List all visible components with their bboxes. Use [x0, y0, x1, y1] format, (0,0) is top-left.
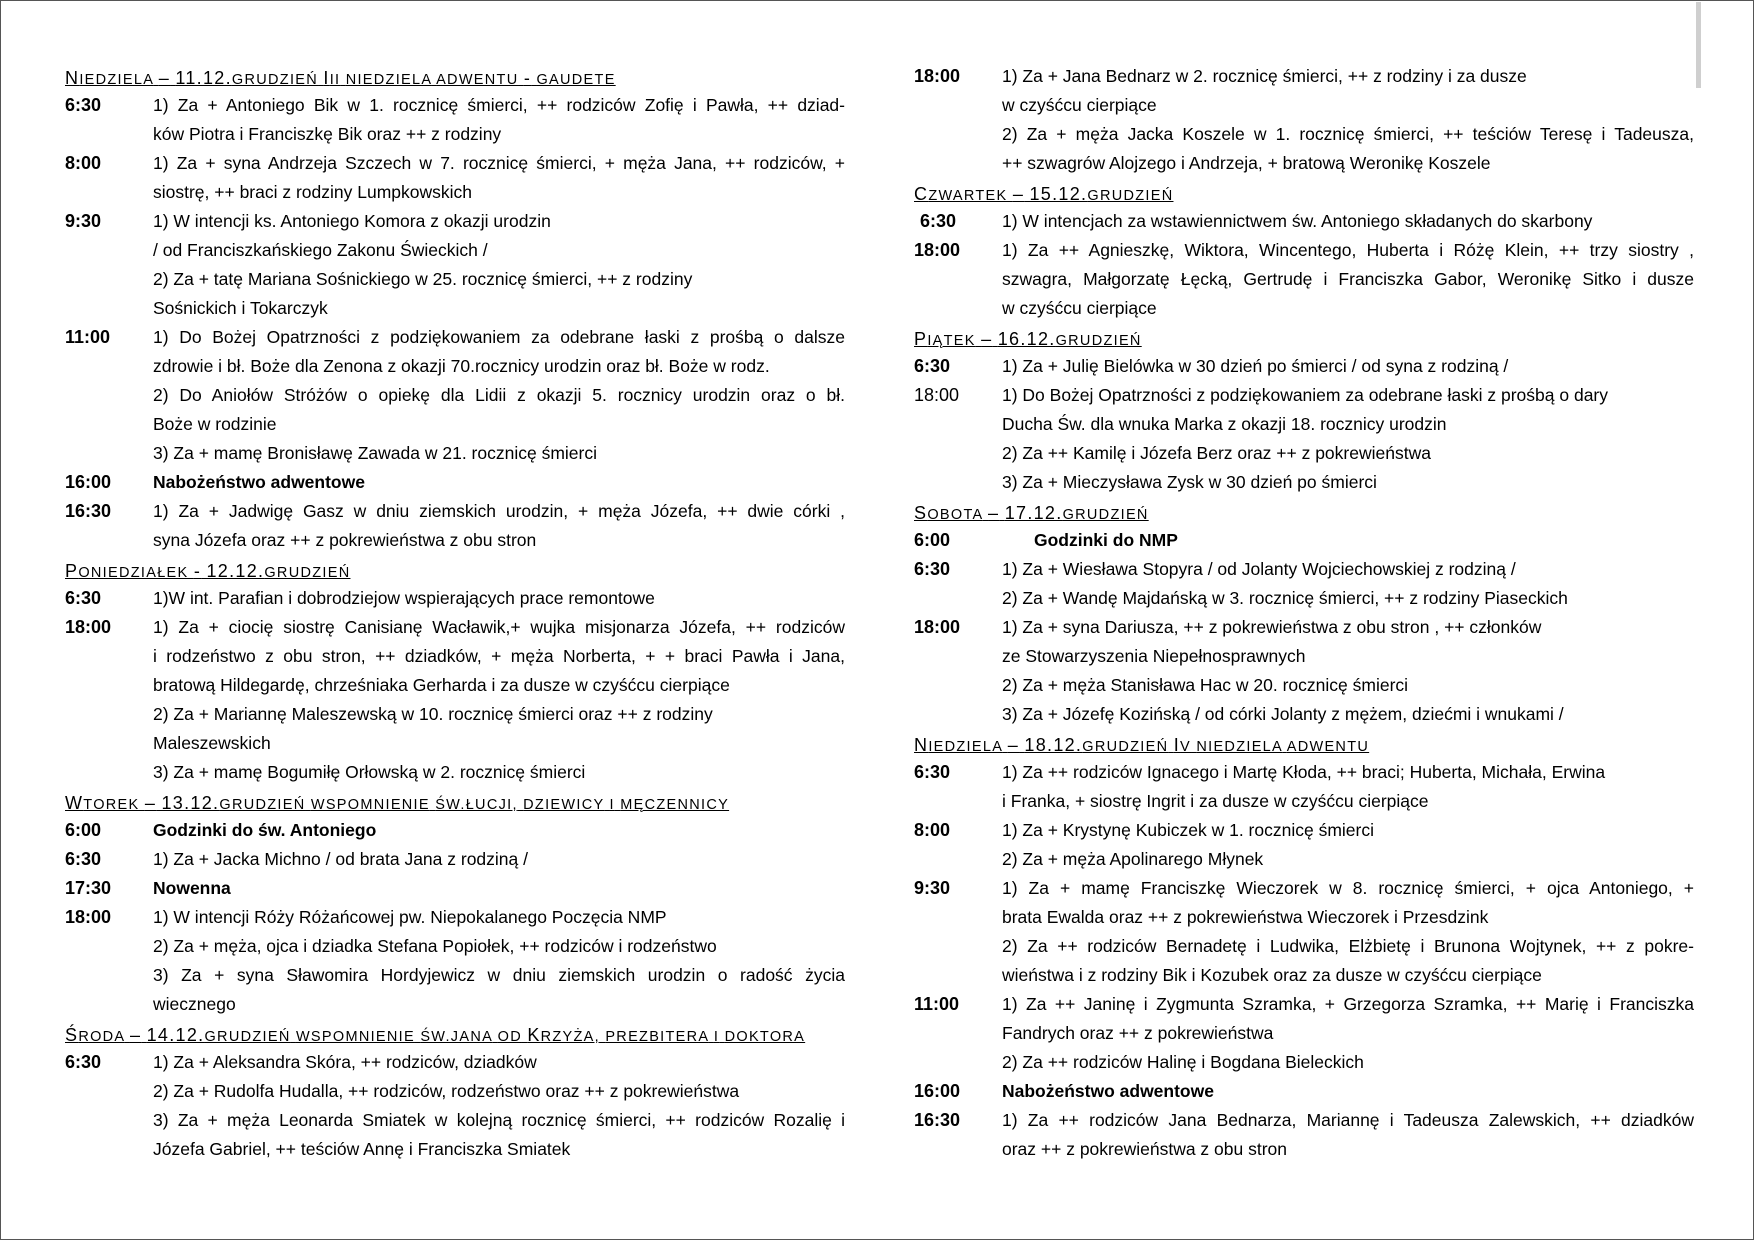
intention-line: i Franka, + siostrę Ingrit i za dusze w czyśćcu cierpiące [1002, 791, 1429, 811]
intention-line: 1) Za + Jana Bednarz w 2. rocznicę śmierci, ++ z rodziny i za dusze [1002, 66, 1527, 86]
intention-line: 2) Za + Wandę Majdańską w 3. rocznicę śmierci, ++ z rodziny Piaseckich [1002, 588, 1568, 608]
intention-line: 2) Za ++ rodziców Halinę i Bogdana Bieleckich [1002, 1052, 1364, 1072]
mass-entry [914, 1077, 1694, 1106]
intention-line: ++ szwagrów Alojzego i Andrzeja, + bratową Weronikę Koszele [1002, 153, 1491, 173]
intention-line: 1) Za ++ Agnieszkę, Wiktora, Wincentego, Huberta i Różę Klein, ++ trzy siostry , [1002, 240, 1694, 260]
intention-line: 1) Za + Jadwigę Gasz w dniu ziemskich urodzin, + męża Józefa, ++ dwie córki , [153, 501, 845, 521]
intentions [1002, 236, 1694, 323]
mass-time: 6:00 [914, 530, 951, 550]
intentions [153, 497, 845, 555]
vertical-scrollbar[interactable] [1696, 2, 1701, 88]
intention-line: w czyśćcu cierpiące [1002, 298, 1157, 318]
intention-line: 1) Za + mamę Franciszkę Wieczorek w 8. rocznicę śmierci, + ojca Antoniego, + [1002, 878, 1694, 898]
intention-line: Boże w rodzinie [153, 414, 277, 434]
intention-line: / od Franciszkańskiego Zakonu Świeckich / [153, 240, 488, 260]
intentions [153, 584, 845, 613]
intention-line: 1)W int. Parafian i dobrodziejow wspierających prace remontowe [153, 588, 655, 608]
intention-line: 2) Za + męża Apolinarego Młynek [1002, 849, 1264, 869]
intention-line: 2) Za + męża Jacka Koszele w 1. rocznicę śmierci, ++ teściów Teresę i Tadeusza, [1002, 124, 1694, 144]
intention-line: 2) Za + męża Stanisława Hac w 20. rocznicę śmierci [1002, 675, 1409, 695]
mass-entry [914, 613, 1694, 729]
intention-line: 1) Za ++ Janinę i Zygmunta Szramka, + Grzegorza Szramka, ++ Marię i Franciszka [1002, 994, 1694, 1014]
intention-line: w czyśćcu cierpiące [1002, 95, 1157, 115]
intentions [153, 207, 845, 323]
mass-entry [65, 207, 845, 323]
mass-entry [65, 91, 845, 149]
intention-line: szwagra, Małgorzatę Łęcką, Gertrudę i Franciszka Gabor, Weronikę Sitko i dusze [1002, 269, 1694, 289]
intention-line: ze Stowarzyszenia Niepełnosprawnych [1002, 646, 1306, 666]
intention-line: bratową Hildegardę, chrześniaka Gerharda i za dusze w czyśćcu cierpiące [153, 675, 730, 695]
mass-entry [914, 816, 1694, 874]
mass-time: 18:00 [914, 240, 961, 260]
intention-line: zdrowie i bł. Boże dla Zenona z okazji 70.rocznicy urodzin oraz bł. Boże w rodz. [153, 356, 770, 376]
mass-entry [65, 468, 845, 497]
mass-time: 18:00 [914, 66, 961, 86]
intentions [1002, 207, 1694, 236]
mass-entry [65, 149, 845, 207]
intention-line: 1) Za + Julię Bielówka w 30 dzień po śmierci / od syna z rodziną / [1002, 356, 1509, 376]
intention-line: 2) Za ++ Kamilę i Józefa Berz oraz ++ z pokrewieństwa [1002, 443, 1431, 463]
intentions [153, 468, 845, 497]
mass-time: 6:30 [914, 559, 951, 579]
intention-line: oraz ++ z pokrewieństwa z obu stron [1002, 1139, 1288, 1159]
intention-line: 1) W intencji Róży Różańcowej pw. Niepokalanego Poczęcia NMP [153, 907, 667, 927]
intentions [1002, 874, 1694, 990]
intentions [153, 845, 845, 874]
mass-time: 16:30 [914, 1110, 961, 1130]
day-header: SOBOTA – 17.12.GRUDZIEŃ [914, 503, 1149, 523]
intention-line: 1) Za + ciocię siostrę Canisianę Wacławik,+ wujka misjonarza Józefa, ++ rodziców [153, 617, 845, 637]
intention-line: 1) Do Bożej Opatrzności z podziękowaniem za odebrane łaski z prośbą o dalsze [153, 327, 845, 347]
intentions [1002, 526, 1694, 555]
mass-time: 16:30 [65, 501, 112, 521]
mass-time: 9:30 [65, 211, 102, 231]
intention-line: brata Ewalda oraz ++ z pokrewieństwa Wieczorek i Przesdzink [1002, 907, 1489, 927]
intention-line: 1) Za + Jacka Michno / od brata Jana z rodziną / [153, 849, 528, 869]
intentions [153, 91, 845, 149]
mass-time: 6:30 [914, 762, 951, 782]
mass-time: 11:00 [65, 327, 111, 347]
mass-time: 8:00 [65, 153, 102, 173]
mass-entry [914, 526, 1694, 555]
intention-line: 1) W intencji ks. Antoniego Komora z okazji urodzin [153, 211, 551, 231]
left-column [65, 62, 845, 1164]
intentions [1002, 816, 1694, 874]
intentions [153, 816, 845, 845]
mass-entry [65, 845, 845, 874]
intention-line: syna Józefa oraz ++ z pokrewieństwa z obu stron [153, 530, 537, 550]
intention-line: 1) Za ++ rodziców Ignacego i Martę Kłoda, ++ braci; Huberta, Michała, Erwina [1002, 762, 1606, 782]
day-header: CZWARTEK – 15.12.GRUDZIEŃ [914, 184, 1174, 204]
intention-line: 1) Do Bożej Opatrzności z podziękowaniem za odebrane łaski z prośbą o dary [1002, 385, 1609, 405]
intentions [1002, 62, 1694, 178]
mass-entry [914, 62, 1694, 178]
right-column [914, 62, 1694, 1164]
intentions [1002, 555, 1694, 613]
intention-line: Fandrych oraz ++ z pokrewieństwa [1002, 1023, 1274, 1043]
mass-time: 11:00 [914, 994, 960, 1014]
mass-time: 6:30 [920, 211, 957, 231]
mass-time: 6:00 [65, 820, 102, 840]
intention-line: Józefa Gabriel, ++ teściów Annę i Franciszka Smiatek [153, 1139, 571, 1159]
mass-time: 6:30 [65, 95, 102, 115]
intentions [153, 149, 845, 207]
intention-line: 2) Za + Mariannę Maleszewską w 10. rocznicę śmierci oraz ++ z rodziny [153, 704, 713, 724]
intentions [153, 1048, 845, 1164]
intention-line: 2) Do Aniołów Stróżów o opiekę dla Lidii z okazji 5. rocznicy urodzin oraz o bł. [153, 385, 845, 405]
service-title: Nowenna [153, 878, 231, 898]
intentions [153, 613, 845, 787]
mass-entry [914, 207, 1694, 236]
intentions [1002, 1106, 1694, 1164]
mass-entry [65, 1048, 845, 1164]
intention-line: wieństwa i z rodziny Bik i Kozubek oraz za dusze w czyśćcu cierpiące [1002, 965, 1542, 985]
intentions [153, 874, 845, 903]
intentions [1002, 990, 1694, 1077]
mass-time: 6:30 [65, 1052, 102, 1072]
mass-time: 18:00 [914, 385, 960, 405]
intention-line: 1) Za + Antoniego Bik w 1. rocznicę śmierci, ++ rodziców Zofię i Pawła, ++ dziad- [153, 95, 845, 115]
intentions [1002, 1077, 1694, 1106]
intentions [153, 323, 845, 468]
intentions [1002, 381, 1694, 497]
intention-line: i rodzeństwo z obu stron, ++ dziadków, + męża Norberta, + + braci Pawła i Jana, [153, 646, 845, 666]
mass-entry [914, 990, 1694, 1077]
intention-line: 1) W intencjach za wstawiennictwem św. Antoniego składanych do skarbony [1002, 211, 1593, 231]
mass-entry [914, 555, 1694, 613]
service-title: Godzinki do św. Antoniego [153, 820, 377, 840]
mass-entry [914, 758, 1694, 816]
intention-line: 1) Za + Krystynę Kubiczek w 1. rocznicę śmierci [1002, 820, 1374, 840]
intention-line: 3) Za + Józefę Kozińską / od córki Jolanty z mężem, dziećmi i wnukami / [1002, 704, 1564, 724]
mass-entry [65, 323, 845, 468]
mass-entry [914, 874, 1694, 990]
mass-entry [914, 1106, 1694, 1164]
intentions [1002, 352, 1694, 381]
intention-line: 2) Za + tatę Mariana Sośnickiego w 25. rocznicę śmierci, ++ z rodziny [153, 269, 693, 289]
mass-entry [65, 497, 845, 555]
mass-time: 16:00 [914, 1081, 961, 1101]
mass-entry [914, 236, 1694, 323]
intention-line: 1) Za + syna Andrzeja Szczech w 7. rocznicę śmierci, + męża Jana, ++ rodziców, + [153, 153, 845, 173]
day-header: WTOREK – 13.12.GRUDZIEŃ WSPOMNIENIE ŚW.ŁUCJI, DZIEWICY I MĘCZENNICY [65, 793, 730, 813]
day-header: NIEDZIELA – 18.12.GRUDZIEŃ IV NIEDZIELA ADWENTU [914, 735, 1370, 755]
mass-time: 18:00 [65, 617, 112, 637]
mass-time: 6:30 [914, 356, 951, 376]
intention-line: 1) Za + syna Dariusza, ++ z pokrewieństwa z obu stron , ++ członków [1002, 617, 1542, 637]
mass-time: 8:00 [914, 820, 951, 840]
intention-line: 2) Za + Rudolfa Hudalla, ++ rodziców, rodzeństwo oraz ++ z pokrewieństwa [153, 1081, 740, 1101]
mass-entry [65, 613, 845, 787]
day-header: PONIEDZIAŁEK - 12.12.GRUDZIEŃ [65, 561, 351, 581]
intention-line: 3) Za + mamę Bogumiłę Orłowską w 2. rocznicę śmierci [153, 762, 586, 782]
intention-line: Sośnickich i Tokarczyk [153, 298, 328, 318]
intention-line: 3) Za + męża Leonarda Smiatek w kolejną rocznicę śmierci, ++ rodziców Rozalię i [153, 1110, 845, 1130]
service-title: Nabożeństwo adwentowe [1002, 1081, 1214, 1101]
mass-time: 18:00 [65, 907, 112, 927]
day-header: NIEDZIELA – 11.12.GRUDZIEŃ III NIEDZIELA ADWENTU - GAUDETE [65, 68, 616, 88]
intention-line: 1) Za + Aleksandra Skóra, ++ rodziców, dziadków [153, 1052, 537, 1072]
day-header: ŚRODA – 14.12.GRUDZIEŃ WSPOMNIENIE ŚW.JANA OD KRZYŻA, PREZBITERA I DOKTORA [65, 1025, 806, 1045]
mass-time: 17:30 [65, 878, 112, 898]
mass-entry [65, 903, 845, 1019]
intentions [153, 903, 845, 1019]
intention-line: 1) Za + Wiesława Stopyra / od Jolanty Wojciechowskiej z rodziną / [1002, 559, 1516, 579]
mass-time: 6:30 [65, 849, 102, 869]
intention-line: 3) Za + syna Sławomira Hordyjewicz w dniu ziemskich urodzin o radość życia [153, 965, 845, 985]
service-title: Nabożeństwo adwentowe [153, 472, 365, 492]
day-header: PIĄTEK – 16.12.GRUDZIEŃ [914, 329, 1142, 349]
mass-time: 6:30 [65, 588, 102, 608]
intention-line: 2) Za ++ rodziców Bernadetę i Ludwika, Elżbietę i Brunona Wojtynek, ++ z pokre- [1002, 936, 1694, 956]
intention-line: Ducha Św. dla wnuka Marka z okazji 18. rocznicy urodzin [1002, 414, 1447, 434]
intention-line: siostrę, ++ braci z rodziny Lumpkowskich [153, 182, 473, 202]
intention-line: 2) Za + męża, ojca i dziadka Stefana Popiołek, ++ rodziców i rodzeństwo [153, 936, 717, 956]
intention-line: 1) Za ++ rodziców Jana Bednarza, Mariannę i Tadeusza Zalewskich, ++ dziadków [1002, 1110, 1694, 1130]
intention-line: wiecznego [153, 994, 236, 1014]
mass-time: 18:00 [914, 617, 961, 637]
service-title: Godzinki do NMP [1034, 530, 1178, 550]
mass-entry [65, 874, 845, 903]
intention-line: Maleszewskich [153, 733, 271, 753]
mass-entry [914, 352, 1694, 381]
intentions [1002, 613, 1694, 729]
mass-time: 9:30 [914, 878, 951, 898]
mass-entry [914, 381, 1694, 497]
intention-line: 3) Za + mamę Bronisławę Zawada w 21. rocznicę śmierci [153, 443, 597, 463]
mass-entry [65, 584, 845, 613]
mass-time: 16:00 [65, 472, 112, 492]
mass-entry [65, 816, 845, 845]
intention-line: ków Piotra i Franciszkę Bik oraz ++ z rodziny [153, 124, 502, 144]
intentions [1002, 758, 1694, 816]
intention-line: 3) Za + Mieczysława Zysk w 30 dzień po śmierci [1002, 472, 1377, 492]
